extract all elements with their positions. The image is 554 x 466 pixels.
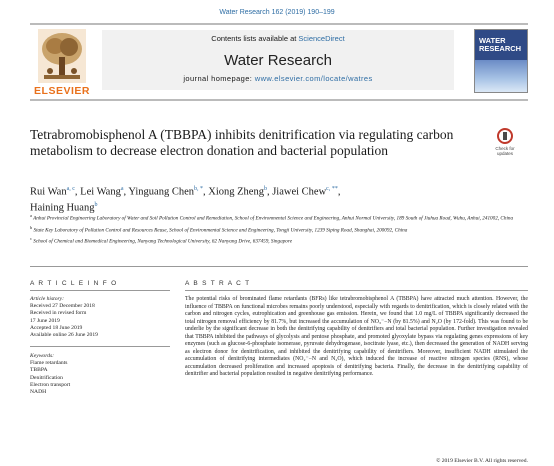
article-title: Tetrabromobisphenol A (TBBPA) inhibits denitrification via regulating carbon metabolism to decrease electron donation and bacterial population [30, 127, 454, 158]
affiliations [30, 212, 520, 247]
author-affiliation-marker[interactable]: b, * [194, 186, 204, 192]
author-affiliation-marker[interactable]: b [94, 201, 98, 208]
keywords-label: Keywords: [30, 353, 55, 359]
affiliation-item [30, 212, 520, 223]
homepage-prefix: journal homepage: [183, 74, 255, 83]
author-name[interactable]: Haining Huang [30, 202, 95, 213]
author-name[interactable]: Lei Wang [80, 186, 121, 198]
check-updates-icon [497, 128, 513, 144]
elsevier-tree-icon [38, 29, 86, 83]
author-affiliation-marker[interactable]: b [263, 186, 267, 192]
copyright-notice: © 2019 Elsevier B.V. All rights reserved. [436, 458, 528, 464]
header-bottom-rule [30, 99, 528, 101]
affiliation-item [30, 224, 520, 235]
keyword-item: Flame retardants [30, 360, 68, 367]
keyword-item: NADH [30, 389, 47, 396]
author-separator: , [337, 186, 341, 198]
contents-prefix: Contents lists available at [211, 34, 299, 43]
article-history [30, 296, 170, 339]
author-separator: , [74, 186, 81, 198]
author-name[interactable]: Jiawei Chew [272, 186, 327, 198]
homepage-link[interactable]: www.elsevier.com/locate/watres [254, 74, 373, 83]
abstract-rule [185, 290, 528, 291]
history-line: Received in revised form [30, 310, 87, 317]
author-list [30, 183, 500, 214]
article-info-heading: A R T I C L E I N F O [30, 280, 118, 287]
history-line: Accepted 18 June 2019 [30, 324, 83, 331]
journal-banner [102, 30, 454, 90]
article-info-divider [30, 346, 170, 347]
affiliation-marker: b [30, 224, 33, 230]
author-separator: , [266, 186, 273, 198]
author-affiliation-marker[interactable]: c, ** [326, 186, 338, 192]
keyword-item: Electron transport [30, 381, 71, 388]
affiliation-text: Anhui Provincial Engineering Laboratory of Water and Soil Pollution Control and Remediation, School of Environmental Science and Engineering, Anhui Normal University, 189 South of Jiuhua Road, Wuhu, Anhui, 241002, China [33, 215, 514, 222]
history-line: 17 June 2019 [30, 317, 60, 324]
affiliation-text: State Key Laboratory of Pollution Control and Resources Reuse, School of Environmental Science and Engineering, Tongji University, 1239 Siping Road, Shanghai, 200092, China [33, 227, 408, 234]
keyword-item: TBBPA [30, 367, 48, 374]
author-name[interactable]: Yinguang Chen [128, 186, 195, 198]
abstract-text: The potential risks of brominated flame retardants (BFRs) like tetrabromobisphenol A (TBBPA) have attracted much attention. However, the influence of TBBPA on functional microbes remains poorly understood, especially with regards to denitrification, which is closely related with the carbon and nitrogen cycles, eutrophication and greenhouse gas emission. Herein, we found that 1.0 mg/L of TBBPA significantly decreased the total nitrogen removal efficiency by 81.7%, but increased the accumulation of NO₃⁻−N (by 81.5%) and N₂O (by 172-fold). This was found to be underlie by the significant decrease in both the denitrifying capability of denitrifiers and total bacterial population. Further investigation revealed that TBBPA inhibited the pathways of glycolysis and pentose phosphate, and promoted glyoxylate bypass via regulating genes expressions of key enzymes (such as glucose-6-phosphate isomerase, pyruvate dehydrogenase, isocitrate lyase, etc.), then decreased the generation of NADH serving as electron donor for denitrification, and inhibited the denitrifying capability of denitrifiers. Moreover, insufficient NADH stimulated the accumulation of denitrifying intermediates (NO₂⁻−N and N₂O), which induced the increase of reactive nitrogen species (RNS), whose accumulation decreased proliferation and increased apoptosis of denitrifying bacteria. Finally, the decrease in the denitrifying capability of denitrifier and bacterial population resulted in negative denitrifying performance. [185, 296, 528, 378]
affiliation-marker: a [30, 213, 32, 218]
affiliation-item [30, 235, 520, 246]
check-updates-label: Check for updates [495, 146, 515, 156]
keyword-item: Denitrification [30, 374, 63, 381]
sciencedirect-link[interactable]: ScienceDirect [298, 34, 345, 43]
journal-title[interactable]: Water Research [224, 52, 332, 69]
journal-header [30, 27, 528, 101]
article-info-rule [30, 290, 170, 291]
keywords-block [30, 353, 170, 396]
journal-homepage-line [102, 74, 454, 83]
author-separator: , [203, 186, 209, 198]
author-name[interactable]: Rui Wan [30, 186, 67, 198]
author-affiliation-marker[interactable]: a, c [66, 186, 75, 192]
history-line: Available online 26 June 2019 [30, 332, 98, 339]
cover-title: WATER RESEARCH [479, 36, 522, 53]
author-separator: , [123, 186, 129, 198]
header-top-rule [30, 23, 528, 25]
affiliation-marker: c [30, 236, 32, 242]
publisher-wordmark: ELSEVIER [34, 85, 90, 97]
check-for-updates-badge[interactable] [490, 128, 520, 158]
elsevier-logo[interactable] [30, 27, 94, 101]
journal-citation[interactable]: Water Research 162 (2019) 190–199 [219, 9, 335, 16]
author-affiliation-marker[interactable]: a [120, 186, 124, 192]
cover-image [475, 60, 527, 92]
journal-cover-thumbnail[interactable] [474, 29, 528, 93]
abstract-heading: A B S T R A C T [185, 280, 251, 287]
history-label: Article history: [30, 296, 65, 302]
history-line: Received 27 December 2018 [30, 303, 95, 310]
author-name[interactable]: Xiong Zheng [208, 186, 264, 198]
contents-line [102, 34, 454, 43]
affiliation-text: School of Chemical and Biomedical Engineering, Nanyang Technological University, 62 Nanyang Drive, 637459, Singapore [33, 239, 293, 246]
section-divider [30, 266, 528, 267]
